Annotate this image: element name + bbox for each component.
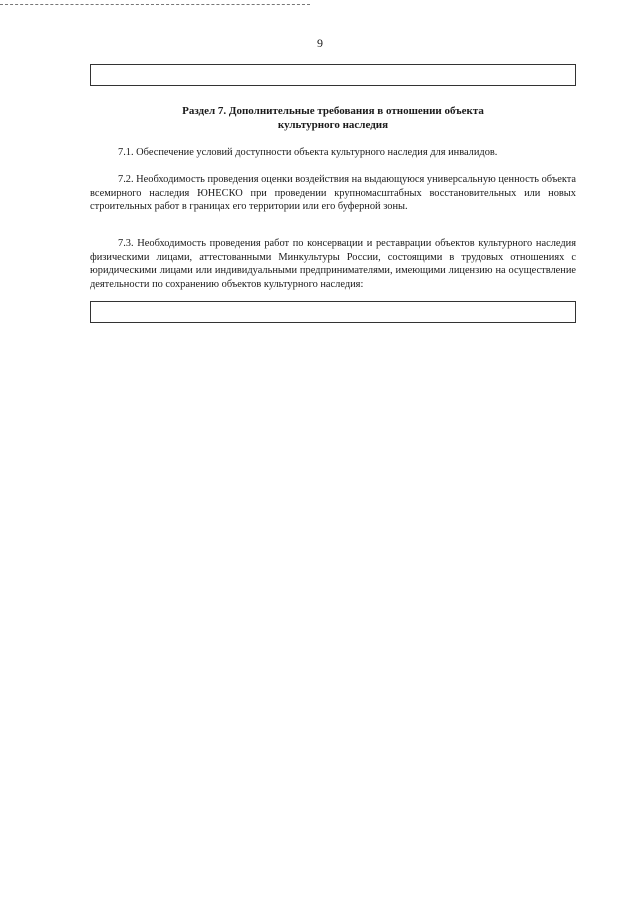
page-number: 9	[317, 36, 323, 50]
paragraph-7-3: 7.3. Необходимость проведения работ по консервации и реставрации объектов культурного наследия физическими лицами, аттестованными Минкультуры России, состоящими в трудовых отношениях с юридическими лицами или индивидуальными предпринимателями, имеющими лицензию на осуществление деятельности по сохранению объектов культурного наследия:	[90, 238, 576, 290]
section-heading-line-1: Раздел 7. Дополнительные требования в отношении объекта	[182, 105, 484, 117]
paragraph-7-2: 7.2. Необходимость проведения оценки воздействия на выдающуюся универсальную ценность объекта всемирного наследия ЮНЕСКО при проведении крупномасштабных восстановительных или новых строительных работ в границах его территории или его буферной зоны.	[90, 174, 577, 213]
empty-field-box-bottom	[90, 301, 576, 323]
section-heading-line-2: культурного наследия	[277, 119, 389, 131]
section-heading	[90, 104, 576, 132]
empty-field-box-top	[90, 64, 576, 86]
paragraph-7-1: 7.1. Обеспечение условий доступности объекта культурного наследия для инвалидов.	[118, 147, 498, 158]
scan-edge-dashes	[0, 4, 310, 5]
